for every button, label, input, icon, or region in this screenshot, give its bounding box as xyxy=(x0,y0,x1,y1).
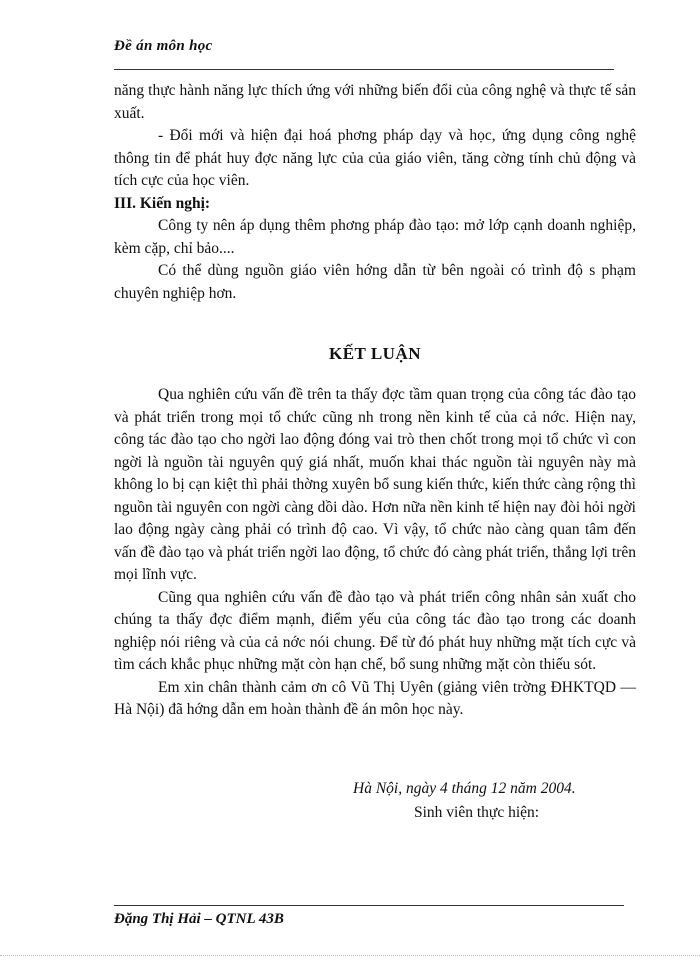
paragraph: năng thực hành năng lực thích ứng với những biến đổi của công nghệ và thực tế sản xuất. xyxy=(114,82,636,122)
page-header-title: Đề án môn học xyxy=(114,38,213,54)
signature-place-date: Hà Nội, ngày 4 tháng 12 năm 2004. xyxy=(353,780,576,797)
paragraph: Công ty nên áp dụng thêm phơng pháp đào tạo: mở lớp cạnh doanh nghiệp, kèm cặp, chỉ bảo.... xyxy=(114,217,636,257)
top-section xyxy=(114,80,636,305)
paragraph: - Đổi mới và hiện đại hoá phơng pháp dạy và học, ứng dụng công nghệ thông tin để phát huy đợc năng lực của của giáo viên, tăng cờng tính chủ động và tích cực của học viên. xyxy=(114,127,636,189)
paragraph: Cũng qua nghiên cứu vấn đề đào tạo và phát triển công nhân sản xuất cho chúng ta thấy đợc điểm mạnh, điểm yếu của công tác đào tạo trong các doanh nghiệp nói riêng và của cả nớc nói chung. Để từ đó phát huy những mặt tích cực và tìm cách khắc phục những mặt còn hạn chế, bổ sung những mặt còn thiếu sót. xyxy=(114,588,636,673)
header-divider xyxy=(114,69,614,70)
paragraph: Qua nghiên cứu vấn đề trên ta thấy đợc tầm quan trọng của công tác đào tạo và phát triển trong mọi tổ chức cũng nh trong nền kinh tế của cả nớc. Hiện nay, công tác đào tạo cho ngời lao động đóng vai trò then chốt trong mọi tổ chức vì con ngời là nguồn tài nguyên quý giá nhất, muốn khai thác nguồn tài nguyên này mà không lo bị cạn kiệt thì phải thờng xuyên bổ sung kiến thức, kiến thức càng rộng thì nguồn tài nguyên con ngời càng dồi dào. Hơn nữa nền kinh tế hiện nay đòi hỏi ngời lao động ngày càng phải có trình độ cao. Vì vậy, tổ chức nào càng quan tâm đến vấn đề đào tạo và phát triển ngời lao động, tổ chức đó càng phát triển, thắng lợi trên mọi lĩnh vực. xyxy=(114,386,636,583)
conclusion-body xyxy=(114,384,636,722)
paragraph: Em xin chân thành cảm ơn cô Vũ Thị Uyên (giảng viên trờng ĐHKTQD — Hà Nội) đã hớng dẫn em hoàn thành đề án môn học này. xyxy=(114,678,636,718)
page-edge xyxy=(0,955,700,956)
section-heading: III. Kiến nghị: xyxy=(114,194,211,212)
paragraph: Có thể dùng nguồn giáo viên hớng dẫn từ bên ngoài có trình độ s phạm chuyên nghiệp hơn. xyxy=(114,262,636,302)
signature-label: Sinh viên thực hiện: xyxy=(414,804,540,821)
footer-author: Đặng Thị Hải – QTNL 43B xyxy=(114,911,284,927)
footer-divider xyxy=(114,905,624,906)
conclusion-title: KẾT LUẬN xyxy=(328,344,421,363)
